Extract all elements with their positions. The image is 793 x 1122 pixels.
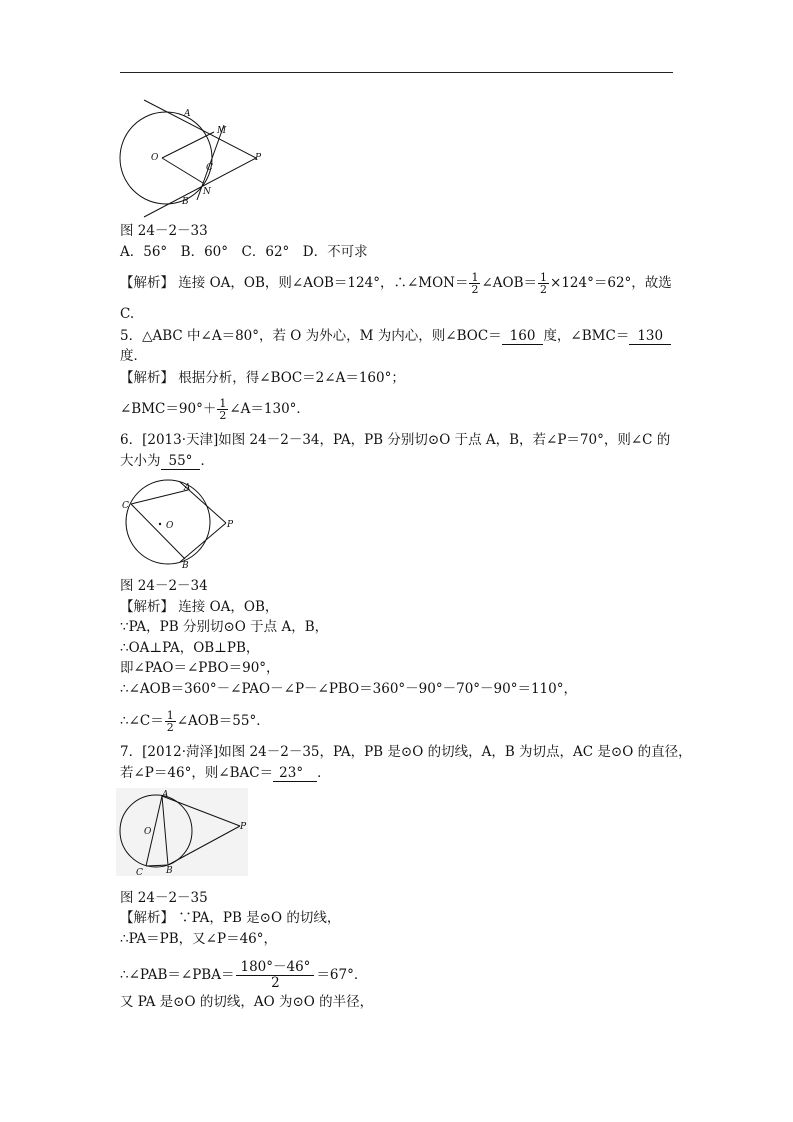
fraction-180-minus-46-over-2: $\frac{180^\circ-46^\circ}{2}$	[236, 960, 314, 991]
caption-24-2-34: 图 24－2－34	[120, 578, 208, 594]
segment-on	[162, 158, 203, 183]
q7-analysis-3: ∴∠PAB＝∠PBA＝ $\frac{180^\circ-46^\circ}{2}$ ＝67°．	[120, 959, 368, 991]
label-m: M	[217, 126, 227, 136]
q6-analysis-6: ∴∠C＝ $\frac{1}{2}$ ∠AOB＝55°．	[120, 709, 270, 734]
label-c: C	[136, 868, 143, 878]
q4-options: A．56° B．60° C．62° D．不可求	[120, 244, 368, 260]
q5-answer-2: 130	[629, 329, 671, 345]
tangent-line-a	[144, 100, 256, 158]
fraction-half: $\frac{1}{2}$	[471, 271, 479, 296]
label-c: C	[206, 163, 213, 173]
fraction-half: $\frac{1}{2}$	[540, 271, 548, 296]
label-b: B	[182, 561, 189, 570]
q7-analysis-1: 【解析】 ∵PA，PB 是⊙O 的切线，	[120, 910, 341, 926]
label-a: A	[162, 790, 169, 800]
fraction-half: $\frac{1}{2}$	[219, 397, 227, 422]
caption-24-2-33: 图 24－2－33	[120, 223, 208, 239]
label-a: A	[184, 483, 191, 493]
q6-analysis-1: 【解析】 连接 OA，OB，	[120, 599, 279, 615]
label-o: O	[151, 153, 159, 163]
chord-cb	[131, 504, 185, 559]
q5-analysis-1: 【解析】 根据分析，得∠BOC＝2∠A＝160°；	[120, 370, 405, 386]
circle-o	[120, 112, 212, 204]
header-rule	[120, 72, 673, 73]
q7-analysis-2: ∴PA＝PB，又∠P＝46°，	[120, 931, 278, 947]
fraction-half: $\frac{1}{2}$	[166, 709, 174, 734]
q7-analysis-4: 又 PA 是⊙O 的切线，AO 为⊙O 的半径，	[120, 994, 374, 1010]
segment-om	[162, 132, 214, 158]
q6-answer: 55°	[161, 454, 201, 470]
caption-24-2-35: 图 24－2－35	[120, 890, 208, 906]
analysis-tag: 【解析】	[120, 275, 174, 291]
analysis-tag: 【解析】	[120, 910, 174, 926]
analysis-tag: 【解析】	[120, 370, 174, 386]
label-b: B	[166, 866, 173, 876]
q5-analysis-2: ∠BMC＝90°＋ $\frac{1}{2}$ ∠A＝130°．	[120, 397, 310, 422]
label-a: A	[184, 109, 191, 119]
q5-stem: 5．△ABC 中∠A＝80°，若 O 为外心，M 为内心，则∠BOC＝ 160 度，∠BMC＝ 130	[120, 327, 671, 345]
q6-analysis-4: 即∠PAO＝∠PBO＝90°，	[120, 660, 280, 676]
q6-analysis-5: ∴∠AOB＝360°－∠PAO－∠P－∠PBO＝360°－90°－70°－90°＝110°，	[120, 681, 577, 697]
q6-analysis-3: ∴OA⊥PA，OB⊥PB，	[120, 640, 260, 656]
tangent-pb	[180, 523, 226, 562]
q7-answer: 23°	[273, 766, 317, 782]
q5-stem-end: 度．	[120, 348, 147, 364]
q4-analysis: 【解析】 连接 OA，OB，则∠AOB＝124°，∴∠MON＝ $\frac{1}{2}$ ∠AOB＝ $\frac{1}{2}$ ×124°＝62°，故选	[120, 271, 672, 296]
label-n: N	[203, 187, 211, 197]
label-b: B	[182, 197, 189, 207]
q6-analysis-2: ∵PA，PB 分别切⊙O 于点 A，B，	[120, 619, 329, 635]
center-dot	[159, 523, 161, 525]
label-p: P	[227, 520, 234, 530]
label-p: P	[240, 822, 247, 832]
q7-stem-2: 若∠P＝46°，则∠BAC＝ 23° ．	[120, 765, 331, 781]
figure-24-2-33	[116, 98, 276, 220]
chord-ca	[131, 490, 188, 504]
label-o: O	[144, 827, 152, 837]
label-c: C	[122, 501, 129, 511]
figure-24-2-35	[116, 788, 256, 880]
figure-24-2-34	[116, 478, 246, 570]
q6-stem-2: 大小为 55° ．	[120, 453, 214, 469]
q5-answer-1: 160	[502, 329, 544, 345]
tangent-line-b	[144, 158, 256, 217]
label-p: P	[255, 153, 262, 163]
q4-answer-end: C.	[120, 306, 135, 322]
q7-stem-1: 7．[2012·菏泽]如图 24－2－35，PA，PB 是⊙O 的切线，A，B 为切点，AC 是⊙O 的直径，	[120, 744, 692, 760]
q6-stem-1: 6．[2013·天津]如图 24－2－34，PA，PB 分别切⊙O 于点 A，B，若∠P＝70°，则∠C 的	[120, 432, 671, 448]
analysis-tag: 【解析】	[120, 599, 174, 615]
label-o: O	[166, 521, 174, 531]
